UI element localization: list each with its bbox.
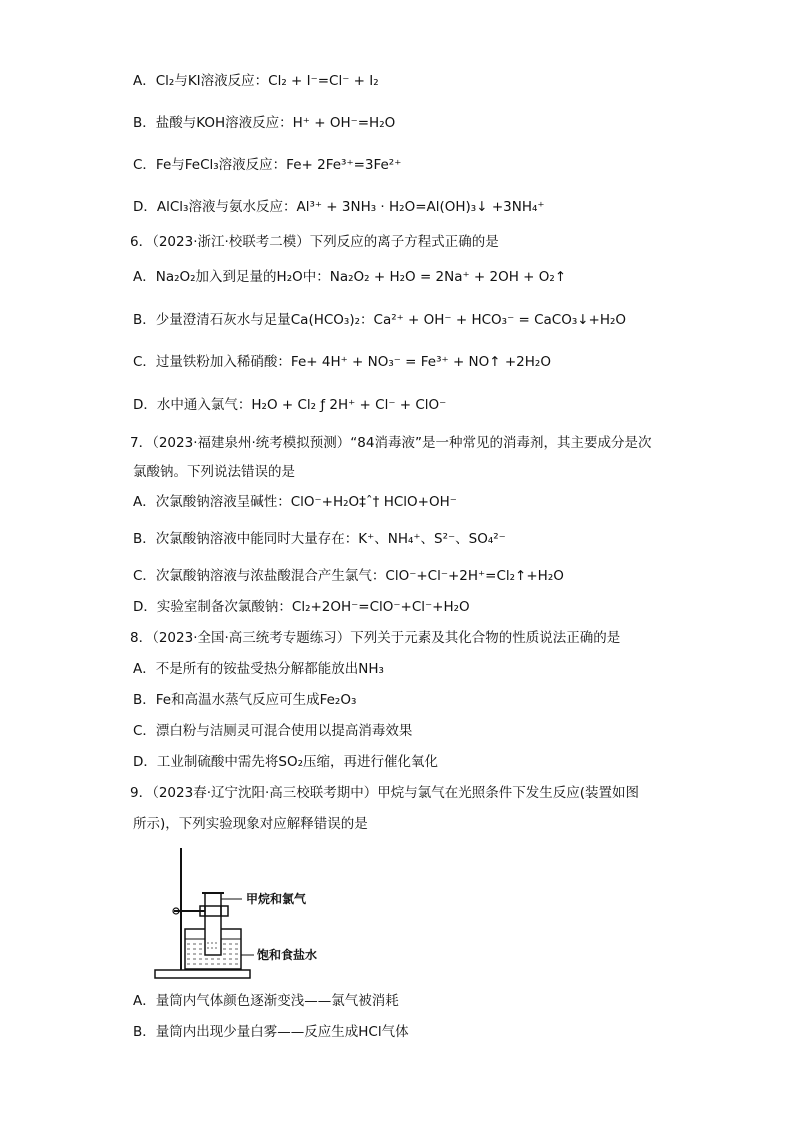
- label-water: 饱和食盐水: [257, 948, 318, 962]
- option-8c: C．漂白粉与洁厕灵可混合使用以提高消毒效果: [133, 723, 413, 739]
- option-7b: B．次氯酸钠溶液中能同时大量存在：K⁺、NH₄⁺、S²⁻、SO₄²⁻: [133, 531, 506, 547]
- apparatus-diagram: [150, 843, 390, 983]
- option-7d: D．实验室制备次氯酸钠：Cl₂+2OH⁻=ClO⁻+Cl⁻+H₂O: [133, 599, 470, 615]
- option-5c: C．Fe与FeCl₃溶液反应：Fe+ 2Fe³⁺=3Fe²⁺: [133, 157, 402, 173]
- option-5a: A．Cl₂与KI溶液反应：Cl₂ + I⁻=Cl⁻ + I₂: [133, 73, 379, 89]
- option-5d: D．AlCl₃溶液与氨水反应：Al³⁺ + 3NH₃ · H₂O=Al(OH)₃↓ +3NH₄⁺: [133, 199, 545, 215]
- label-gas: 甲烷和氯气: [246, 892, 307, 906]
- question-8-stem: 8．（2023·全国·高三统考专题练习）下列关于元素及其化合物的性质说法正确的是: [130, 630, 621, 646]
- question-7-stem-2: 氯酸钠。下列说法错误的是: [133, 464, 295, 480]
- option-8a: A．不是所有的铵盐受热分解都能放出NH₃: [133, 661, 384, 677]
- stand-base: [155, 970, 250, 978]
- question-7-stem-1: 7．（2023·福建泉州·统考模拟预测）“84消毒液”是一种常见的消毒剂，其主要成分是次: [130, 435, 652, 451]
- option-7c: C．次氯酸钠溶液与浓盐酸混合产生氯气：ClO⁻+Cl⁻+2H⁺=Cl₂↑+H₂O: [133, 568, 564, 584]
- question-9-stem-1: 9．（2023春·辽宁沈阳·高三校联考期中）甲烷与氯气在光照条件下发生反应(装置如图: [130, 785, 640, 801]
- question-9-stem-2: 所示)，下列实验现象对应解释错误的是: [133, 816, 368, 832]
- graduated-cylinder: [205, 893, 221, 955]
- option-5b: B．盐酸与KOH溶液反应：H⁺ + OH⁻=H₂O: [133, 115, 396, 131]
- option-9b: B．量筒内出现少量白雾——反应生成HCl气体: [133, 1024, 409, 1040]
- question-6-stem: 6．（2023·浙江·校联考二模）下列反应的离子方程式正确的是: [130, 234, 499, 250]
- option-9a: A．量筒内气体颜色逐渐变浅——氯气被消耗: [133, 993, 399, 1009]
- option-6a: A．Na₂O₂加入到足量的H₂O中：Na₂O₂ + H₂O = 2Na⁺ + 2OH + O₂↑: [133, 269, 567, 285]
- option-6b: B．少量澄清石灰水与足量Ca(HCO₃)₂：Ca²⁺ + OH⁻ + HCO₃⁻ = CaCO₃↓+H₂O: [133, 312, 627, 328]
- option-6c: C．过量铁粉加入稀硝酸：Fe+ 4H⁺ + NO₃⁻ = Fe³⁺ + NO↑ +2H₂O: [133, 354, 551, 370]
- option-8d: D．工业制硫酸中需先将SO₂压缩，再进行催化氧化: [133, 754, 439, 770]
- option-8b: B．Fe和高温水蒸气反应可生成Fe₂O₃: [133, 692, 357, 708]
- option-7a: A．次氯酸钠溶液呈碱性：ClO⁻+H₂O‡ˆ† HClO+OH⁻: [133, 494, 457, 510]
- option-6d: D．水中通入氯气：H₂O + Cl₂ ƒ 2H⁺ + Cl⁻ + ClO⁻: [133, 397, 447, 413]
